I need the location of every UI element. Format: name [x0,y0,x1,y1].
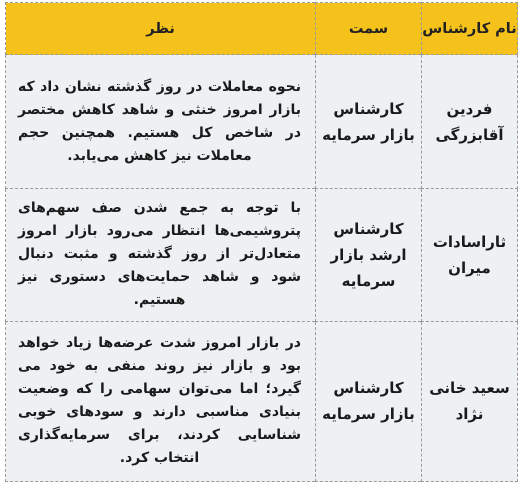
header-expert-name: نام کارشناس [422,3,518,55]
expert-opinions-table [5,2,518,482]
table-row [6,321,518,481]
header-position: سمت [316,3,422,55]
expert-opinions-table-container [5,2,517,482]
expert-opinion-cell: با توجه به جمع شدن صف سهم‌های پتروشیمی‌ها انتظار می‌رود بازار امروز متعادل‌تر از روز گذشته و مثبت دنبال شود و شاهد حمایت‌های دستوری نیز هستیم. [6,189,316,321]
expert-position-cell: کارشناس بازار سرمایه [316,55,422,189]
table-header-row [6,3,518,55]
expert-opinion-cell: نحوه معاملات در روز گذشته نشان داد که بازار امروز خنثی و شاهد کاهش مختصر در شاخص کل هستیم. همچنین حجم معاملات نیز کاهش می‌یابد. [6,55,316,189]
expert-name-cell: فردین آقابزرگی [422,55,518,189]
expert-position-cell: کارشناس بازار سرمایه [316,321,422,481]
expert-name-cell: ثاراسادات میران [422,189,518,321]
table-row [6,189,518,321]
expert-opinion-cell: در بازار امروز شدت عرضه‌ها زیاد خواهد بود و بازار نیز روند منفی به خود می گیرد؛ اما می‌توان سهامی را که وضعیت بنیادی مناسبی دارند و سودهای خوبی شناسایی کردند، برای سرمایه‌گذاری انتخاب کرد. [6,321,316,481]
table-row [6,55,518,189]
expert-position-cell: کارشناس ارشد بازار سرمایه [316,189,422,321]
header-opinion: نظر [6,3,316,55]
expert-name-cell: سعید خانی نژاد [422,321,518,481]
